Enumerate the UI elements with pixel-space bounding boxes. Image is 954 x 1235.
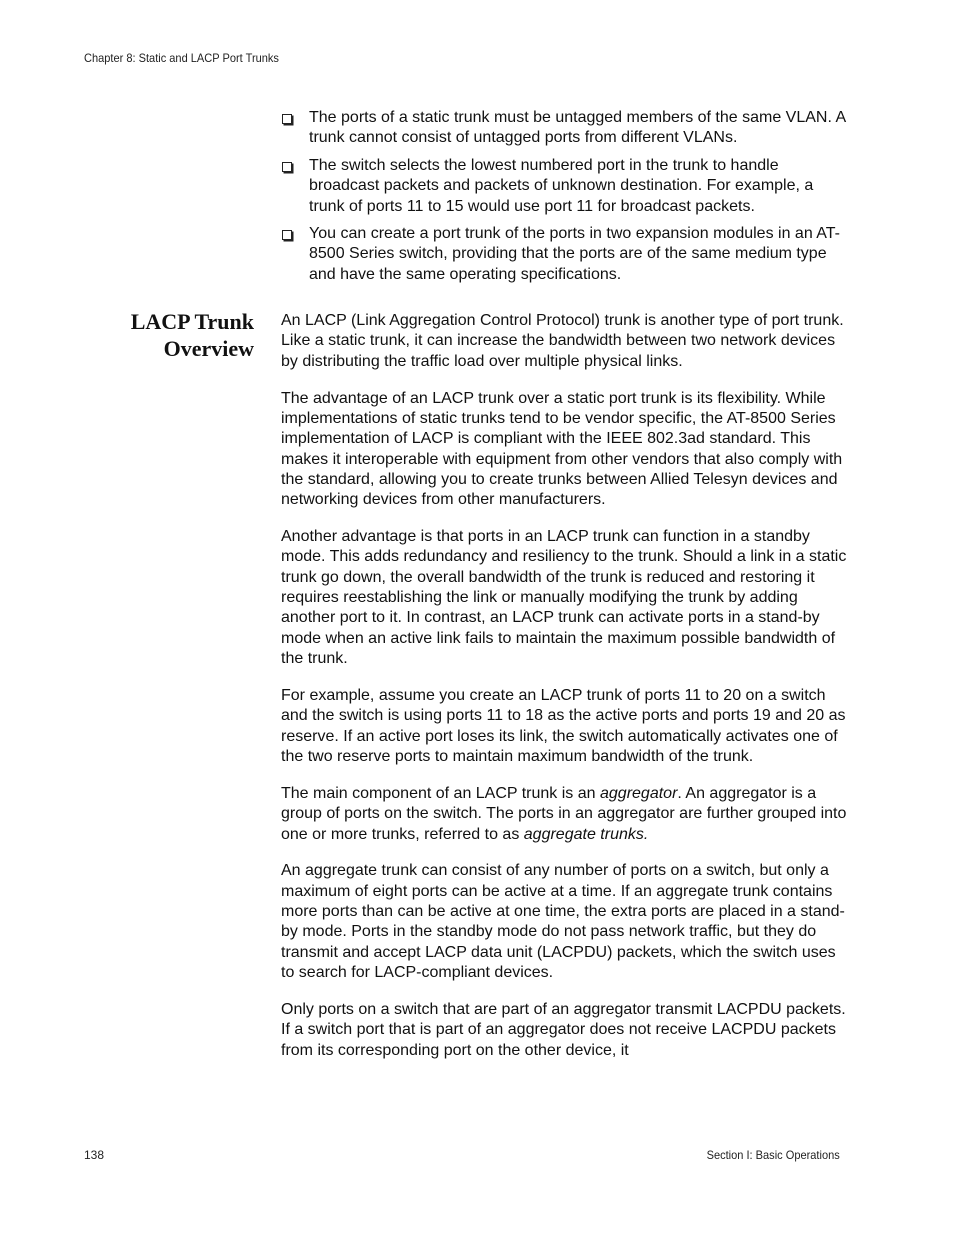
checkbox-bullet-icon [282, 230, 292, 240]
section-heading [100, 308, 254, 362]
running-header: Chapter 8: Static and LACP Port Trunks [84, 51, 279, 65]
paragraph: An aggregate trunk can consist of any number of ports on a switch, but only a maximum of eight ports can be active at a time. If an aggregate trunk contains more ports than can be active at one time, the extra ports are placed in a stand-by mode. Ports in the standby mode do not pass network traffic, but they do transmit and accept LACP data unit (LACPDU) packets, which the switch uses to search for LACP-compliant devices. [281, 862, 845, 982]
paragraph: Only ports on a switch that are part of an aggregator transmit LACPDU packets. If a switch port that is part of an aggregator does not receive LACPDU packets from its corresponding port on the other device, it [281, 1000, 846, 1059]
footer-section-title: Section I: Basic Operations [706, 1148, 840, 1162]
paragraph: Another advantage is that ports in an LACP trunk can function in a standby mode. This adds redundancy and resiliency to the trunk. Should a link in a static trunk go down, the overall bandwidth of the trunk is reduced and restoring it requires reestablishing the link or manually modifying the trunk by adding another port to it. In contrast, an LACP trunk can activate ports in a stand-by mode when an active link fails to maintain the maximum possible bandwidth of the trunk. [281, 528, 847, 668]
paragraph-text: . An aggregator is a group of ports on the switch. The ports in an aggregator are further grouped into one or more trunks, referred to as [281, 784, 847, 843]
checkbox-bullet-icon [282, 162, 292, 172]
bullet-list [281, 108, 847, 292]
checkbox-bullet-icon [282, 114, 292, 124]
bullet-text: The ports of a static trunk must be untagged members of the same VLAN. A trunk cannot consist of untagged ports from different VLANs. [309, 109, 846, 147]
paragraph-text: The main component of an LACP trunk is an [281, 784, 600, 802]
bullet-item [281, 224, 847, 285]
term-aggregator: aggregator [600, 784, 678, 802]
bullet-text: You can create a port trunk of the ports in two expansion modules in an AT-8500 Series switch, providing that the ports are of the same medium type and have the same operating specifications. [309, 225, 840, 283]
term-aggregate-trunks: aggregate trunks. [523, 825, 649, 843]
paragraph: For example, assume you create an LACP trunk of ports 11 to 20 on a switch and the switch is using ports 11 to 18 as the active ports and ports 19 and 20 as reserve. If an active port loses its link, the switch automatically activates one of the two reserve ports to maintain maximum bandwidth of the trunk. [281, 687, 846, 766]
bullet-text: The switch selects the lowest numbered port in the trunk to handle broadcast packets and packets of unknown destination. For example, a trunk of ports 11 to 15 would use port 11 for broadcast packets. [309, 156, 814, 215]
section-heading-line1: LACP Trunk [130, 309, 254, 334]
section-heading-line2: Overview [163, 336, 254, 361]
paragraph: The advantage of an LACP trunk over a static port trunk is its flexibility. While implementations of static trunks tend to be vendor specific, the AT-8500 Series implementation of LACP is compliant with the IEEE 802.3ad standard. This makes it interoperable with equipment from other vendors that also comply with the standard, allowing you to create trunks between Allied Telesyn devices and networking devices from other manufacturers. [281, 389, 843, 509]
section-body [281, 311, 847, 1078]
bullet-item [281, 108, 847, 149]
bullet-item [281, 156, 847, 217]
page-number: 138 [84, 1148, 105, 1162]
paragraph [281, 784, 847, 845]
paragraph: An LACP (Link Aggregation Control Protocol) trunk is another type of port trunk. Like a static trunk, it can increase the bandwidth between two network devices by distributing the traffic load over multiple physical links. [281, 312, 844, 370]
